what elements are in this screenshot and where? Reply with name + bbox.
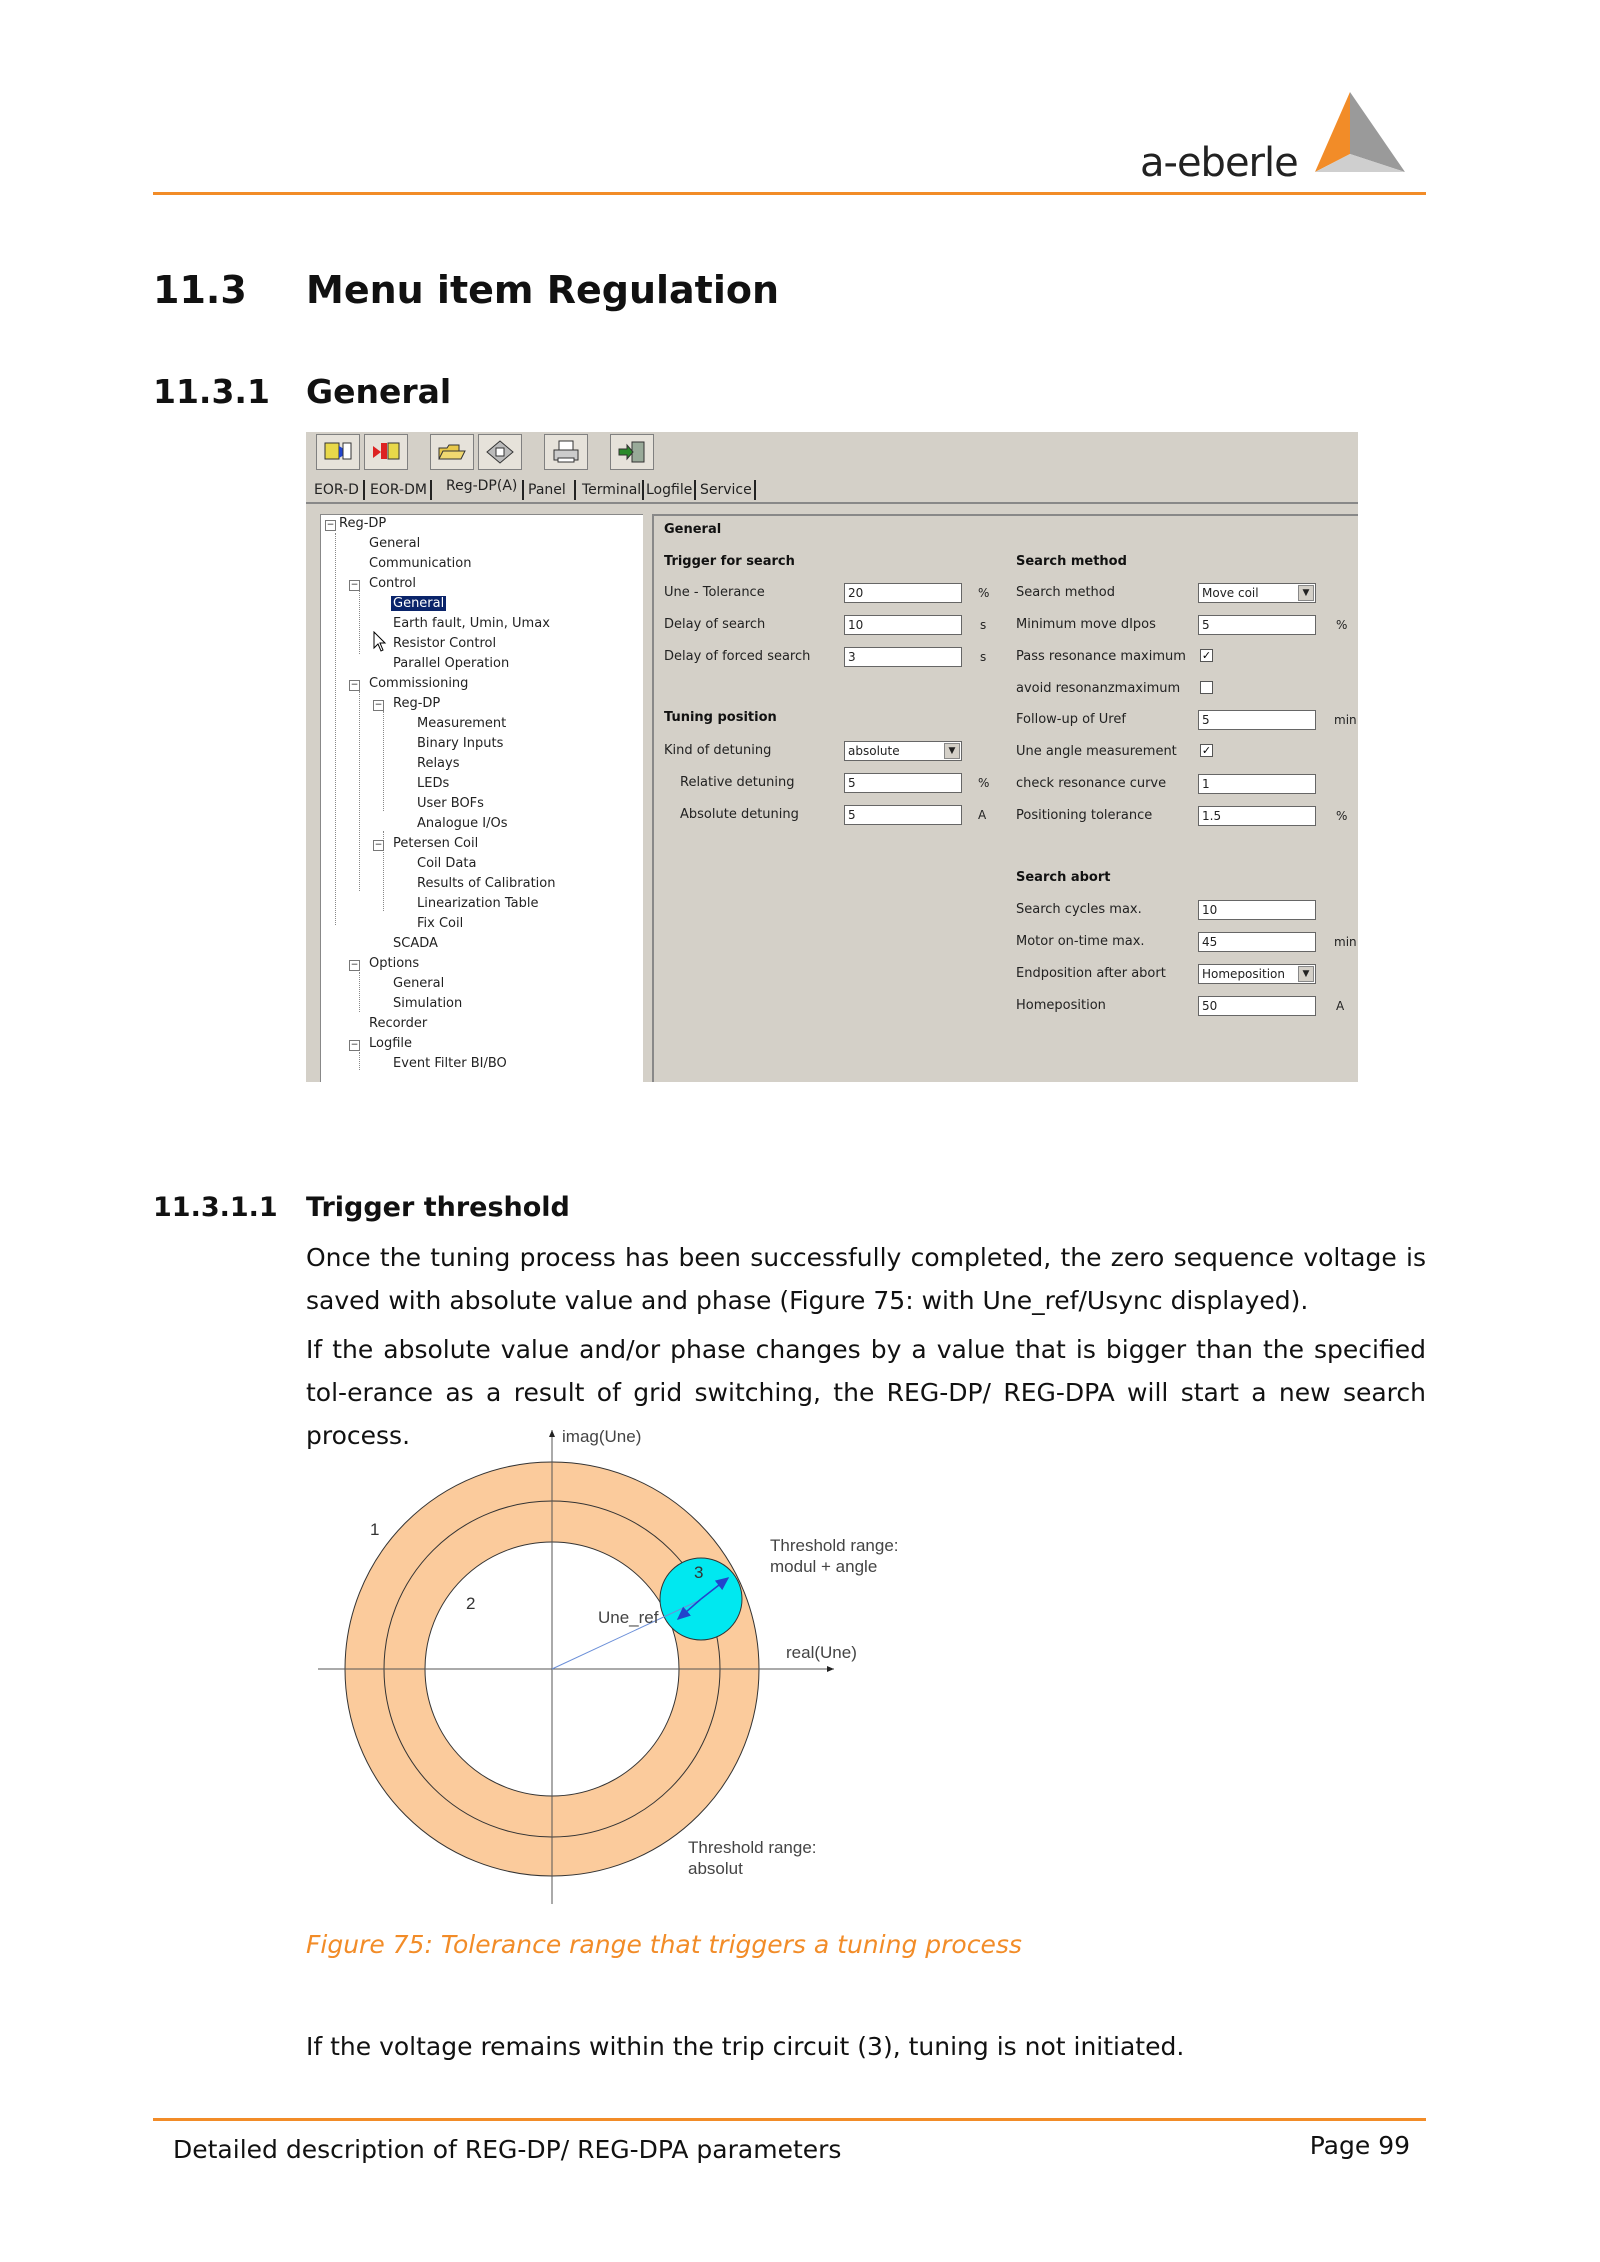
- paragraph: If the absolute value and/or phase changes by a value that is bigger than the specified tol-erance as a result of grid switching, the REG-DP/ REG-DPA will start a new search process.: [306, 1335, 1426, 1450]
- tree-connector: [359, 972, 360, 1012]
- tree-node-simulation[interactable]: Simulation: [393, 996, 463, 1011]
- homepos-input[interactable]: 50: [1198, 996, 1316, 1016]
- motor-max-input[interactable]: 45: [1198, 932, 1316, 952]
- endpos-label: Endposition after abort: [1016, 966, 1166, 981]
- search-method-select[interactable]: [1198, 583, 1316, 603]
- app-screenshot: [306, 432, 1358, 1082]
- figure-caption: Figure 75: Tolerance range that triggers a tuning process: [306, 1930, 1022, 1959]
- tree-node-user-bofs[interactable]: User BOFs: [417, 796, 484, 811]
- chevron-down-icon[interactable]: ▼: [1298, 966, 1314, 982]
- pos-tol-unit: %: [1336, 809, 1348, 823]
- header-rule: [153, 192, 1426, 195]
- tab-eor-d[interactable]: EOR-D: [314, 482, 359, 498]
- section-number: 11.3: [153, 268, 247, 312]
- open-folder-icon: [437, 440, 467, 464]
- print-icon: [551, 440, 581, 464]
- chevron-down-icon[interactable]: ▼: [944, 743, 960, 759]
- tree-node-linearization-table[interactable]: Linearization Table: [417, 896, 539, 911]
- tree-expand-toggle[interactable]: −: [350, 1040, 359, 1050]
- min-move-input[interactable]: 5: [1198, 615, 1316, 635]
- cycles-max-label: Search cycles max.: [1016, 902, 1142, 917]
- toolbar: [306, 432, 1358, 474]
- tree-node-commissioning[interactable]: Commissioning: [369, 676, 469, 691]
- tree-expand-toggle[interactable]: −: [350, 960, 359, 970]
- homepos-label: Homeposition: [1016, 998, 1106, 1013]
- footer-page-number: Page 99: [1309, 2131, 1410, 2160]
- tree-node-analogue-ios[interactable]: Analogue I/Os: [417, 816, 508, 831]
- tree-connector: [359, 1052, 360, 1070]
- delay-forced-input[interactable]: 3: [844, 647, 962, 667]
- tab-service[interactable]: Service: [700, 482, 752, 498]
- tree-node-coil-data[interactable]: Coil Data: [417, 856, 477, 871]
- delay-search-label: Delay of search: [664, 617, 766, 632]
- search-method-value: Move coil: [1202, 586, 1259, 600]
- delay-forced-unit: s: [980, 650, 987, 664]
- exit-button[interactable]: [610, 434, 654, 470]
- open-button[interactable]: [430, 434, 474, 470]
- tree-connector: [335, 533, 336, 925]
- kind-detuning-label: Kind of detuning: [664, 743, 772, 758]
- pos-tol-label: Positioning tolerance: [1016, 808, 1153, 823]
- tree-node-commissioning-reg-dp[interactable]: Reg-DP: [393, 696, 441, 711]
- tab-separator: [574, 480, 576, 500]
- tree-expand-toggle[interactable]: −: [326, 520, 335, 530]
- min-move-label: Minimum move dIpos: [1016, 617, 1156, 632]
- threshold-abs-label-line1: Threshold range:: [688, 1838, 817, 1857]
- subsection-number: 11.3.1: [153, 372, 270, 411]
- homepos-unit: A: [1336, 999, 1345, 1013]
- search-method-header: Search method: [1016, 554, 1127, 569]
- une-tolerance-label: Une - Tolerance: [664, 585, 765, 600]
- threshold-modul-label-line1: Threshold range:: [770, 1536, 899, 1555]
- tree-node-scada[interactable]: SCADA: [393, 936, 438, 951]
- tab-logfile[interactable]: Logfile: [646, 482, 693, 498]
- tree-node-petersen-coil[interactable]: Petersen Coil: [393, 836, 479, 851]
- absolute-detuning-unit: A: [978, 808, 987, 822]
- delay-search-unit: s: [980, 618, 987, 632]
- footer-document-title: Detailed description of REG-DP/ REG-DPA parameters: [173, 2135, 842, 2164]
- une-angle-label: Une angle measurement: [1016, 744, 1177, 759]
- settings-panel: [652, 514, 1358, 1082]
- tab-bar: [306, 476, 1358, 504]
- tree-node-binary-inputs[interactable]: Binary Inputs: [417, 736, 504, 751]
- motor-max-unit: min: [1334, 935, 1357, 949]
- tree-connector: [359, 691, 360, 891]
- tab-separator: [363, 480, 365, 500]
- trigger-header: Trigger for search: [664, 554, 795, 569]
- footer-rule: [153, 2118, 1426, 2121]
- save-disk-icon: [485, 440, 515, 464]
- eor-d-icon: [323, 440, 353, 464]
- tree-node-measurement[interactable]: Measurement: [417, 716, 507, 731]
- followup-label: Follow-up of Uref: [1016, 712, 1126, 727]
- tab-terminal[interactable]: Terminal: [582, 482, 642, 498]
- une-tolerance-unit: %: [978, 586, 990, 600]
- relative-detuning-unit: %: [978, 776, 990, 790]
- tab-separator: [694, 480, 696, 500]
- real-axis-label: real(Une): [786, 1643, 857, 1662]
- brand-logo-text: a-eberle: [1140, 140, 1298, 186]
- tree-node-control[interactable]: Control: [369, 576, 416, 591]
- tab-separator: [522, 480, 524, 500]
- tree-node-earth-fault[interactable]: Earth fault, Umin, Umax: [393, 616, 550, 631]
- tree-expand-toggle[interactable]: −: [350, 680, 359, 690]
- tree-node-options-general[interactable]: General: [393, 976, 445, 991]
- kind-detuning-value: absolute: [848, 744, 900, 758]
- subsubsection-title: Trigger threshold: [306, 1192, 570, 1223]
- check-curve-label: check resonance curve: [1016, 776, 1167, 791]
- tree-node-control-general[interactable]: General: [393, 596, 445, 611]
- tab-separator: [430, 480, 432, 500]
- reg-dp-icon: [371, 440, 401, 464]
- pass-max-checkbox[interactable]: ✓: [1201, 649, 1212, 662]
- avoid-max-label: avoid resonanzmaximum: [1016, 681, 1181, 696]
- pos-tol-input[interactable]: 1.5: [1198, 806, 1316, 826]
- chevron-down-icon[interactable]: ▼: [1298, 585, 1314, 601]
- subsubsection-number: 11.3.1.1: [153, 1192, 278, 1223]
- tree-node-relays[interactable]: Relays: [417, 756, 460, 771]
- endpos-value: Homeposition: [1202, 967, 1285, 981]
- tree-node-recorder[interactable]: Recorder: [369, 1016, 428, 1031]
- min-move-unit: %: [1336, 618, 1348, 632]
- tree-node-communication[interactable]: Communication: [369, 556, 472, 571]
- tuning-header: Tuning position: [664, 710, 777, 725]
- relative-detuning-input[interactable]: 5: [844, 773, 962, 793]
- tab-panel[interactable]: Panel: [528, 482, 566, 498]
- tree-node-options[interactable]: Options: [369, 956, 420, 971]
- search-method-label: Search method: [1016, 585, 1115, 600]
- tree-node-results-calibration[interactable]: Results of Calibration: [417, 876, 556, 891]
- endpos-select[interactable]: [1198, 964, 1316, 984]
- avoid-max-checkbox[interactable]: [1200, 681, 1213, 694]
- save-button[interactable]: [478, 434, 522, 470]
- une-angle-checkbox[interactable]: ✓: [1201, 744, 1212, 757]
- absolute-detuning-label: Absolute detuning: [680, 807, 799, 822]
- followup-unit: min: [1334, 713, 1357, 727]
- followup-input[interactable]: 5: [1198, 710, 1316, 730]
- brand-logo-icon: [1310, 92, 1410, 182]
- relative-detuning-label: Relative detuning: [680, 775, 795, 790]
- eor-d-button[interactable]: [316, 434, 360, 470]
- tree-expand-toggle[interactable]: −: [374, 700, 383, 710]
- tree-connector: [383, 711, 384, 811]
- tree-connector: [359, 590, 360, 654]
- kind-detuning-select[interactable]: [844, 741, 962, 761]
- absolute-detuning-input[interactable]: 5: [844, 805, 962, 825]
- une-tolerance-input[interactable]: 20: [844, 583, 962, 603]
- une-ref-label: Une_ref: [598, 1608, 659, 1627]
- tree-node-logfile[interactable]: Logfile: [369, 1036, 413, 1051]
- tab-eor-dm[interactable]: EOR-DM: [370, 482, 427, 498]
- check-curve-input[interactable]: 1: [1198, 774, 1316, 794]
- tree-node-fix-coil[interactable]: Fix Coil: [417, 916, 464, 931]
- region-label-2: 2: [466, 1594, 476, 1613]
- motor-max-label: Motor on-time max.: [1016, 934, 1145, 949]
- reg-dp-button[interactable]: [364, 434, 408, 470]
- paragraph: Once the tuning process has been successfully completed, the zero sequence voltage is saved with absolute value and phase (Figure 75: with Une_ref/Usync displayed).: [306, 1243, 1426, 1315]
- closing-paragraph: If the voltage remains within the trip circuit (3), tuning is not initiated.: [306, 2032, 1185, 2061]
- delay-search-input[interactable]: 10: [844, 615, 962, 635]
- subsection-title: General: [306, 372, 452, 411]
- tree-node-leds[interactable]: LEDs: [417, 776, 450, 791]
- tab-reg-dp-a[interactable]: Reg-DP(A): [446, 478, 518, 494]
- tree-expand-toggle[interactable]: −: [350, 580, 359, 590]
- region-label-3: 3: [694, 1563, 704, 1582]
- delay-forced-label: Delay of forced search: [664, 649, 811, 664]
- tree-node-reg-dp[interactable]: Reg-DP: [339, 516, 387, 531]
- tab-separator: [642, 480, 644, 500]
- tree-node-event-filter[interactable]: Event Filter BI/BO: [393, 1056, 507, 1071]
- search-abort-header: Search abort: [1016, 870, 1111, 885]
- panel-title: General: [664, 522, 722, 537]
- tree-node-resistor-control[interactable]: Resistor Control: [393, 636, 497, 651]
- tab-separator: [754, 480, 756, 500]
- tree-node-parallel-operation[interactable]: Parallel Operation: [393, 656, 510, 671]
- mouse-cursor-icon: [373, 631, 389, 653]
- imag-axis-label: imag(Une): [562, 1427, 642, 1446]
- threshold-abs-label-line2: absolut: [688, 1859, 743, 1878]
- exit-icon: [617, 440, 647, 464]
- threshold-modul-label-line2: modul + angle: [770, 1557, 878, 1576]
- print-button[interactable]: [544, 434, 588, 470]
- section-title: Menu item Regulation: [306, 268, 780, 312]
- tree-expand-toggle[interactable]: −: [374, 840, 383, 850]
- tree-node-general[interactable]: General: [369, 536, 421, 551]
- region-label-1: 1: [370, 1520, 380, 1539]
- pass-max-label: Pass resonance maximum: [1016, 649, 1186, 664]
- tolerance-diagram: [300, 1420, 920, 1910]
- navigation-tree: [320, 514, 643, 1082]
- cycles-max-input[interactable]: 10: [1198, 900, 1316, 920]
